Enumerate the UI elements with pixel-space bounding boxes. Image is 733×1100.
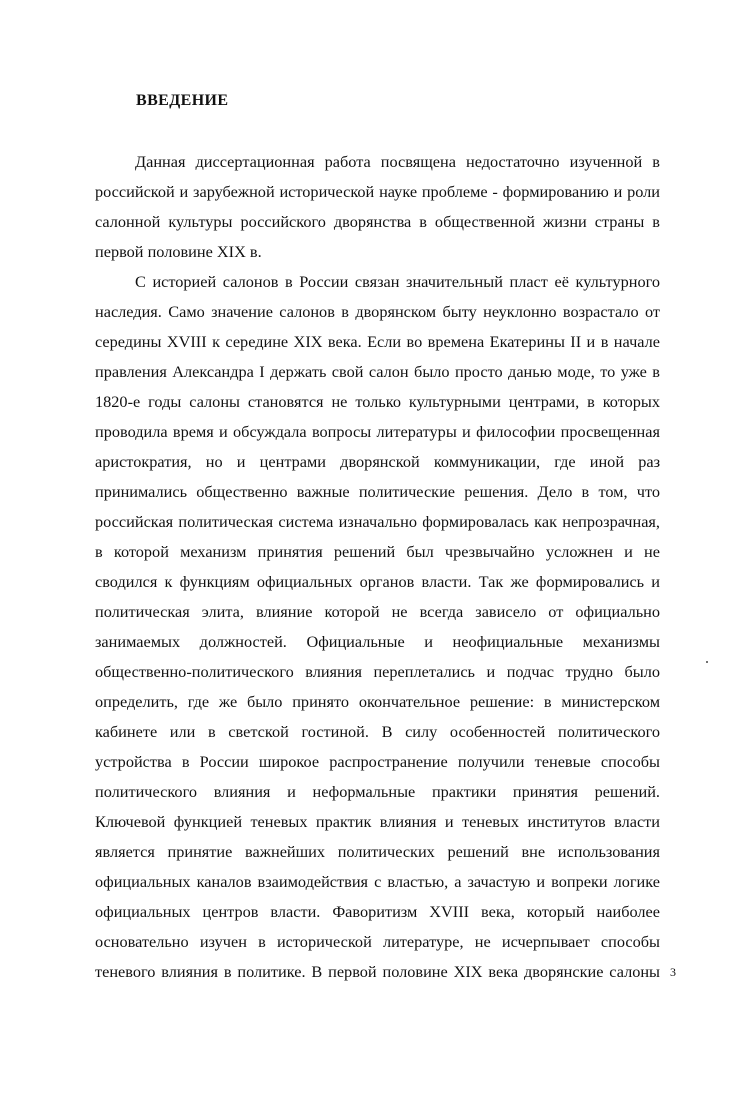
- page-number: 3: [670, 965, 676, 979]
- text-line: наследия. Само значение салонов в дворянском быту неуклонно возрастало от: [95, 302, 660, 321]
- text-line: Данная диссертационная работа посвящена недостаточно изученной в: [135, 152, 660, 171]
- text-line: С историей салонов в России связан значительный пласт её культурного: [135, 272, 660, 291]
- text-line: основательно изучен в исторической литературе, не исчерпывает способы: [95, 932, 660, 951]
- text-line: общественно-политического влияния переплетались и подчас трудно было: [95, 662, 660, 681]
- text-line: аристократия, но и центрами дворянской коммуникации, где иной раз: [95, 452, 660, 471]
- text-line: 1820-е годы салоны становятся не только культурными центрами, в которых: [95, 392, 660, 411]
- scan-speck: [706, 661, 708, 663]
- text-line: середины XVIII к середине XIX века. Если во времена Екатерины II и в начале: [95, 332, 660, 351]
- text-line: российская политическая система изначально формировалась как непрозрачная,: [95, 512, 660, 531]
- text-line: является принятие важнейших политических решений вне использования: [95, 842, 660, 861]
- text-line: теневого влияния в политике. В первой половине XIX века дворянские салоны: [95, 962, 660, 981]
- text-line: Ключевой функцией теневых практик влияния и теневых институтов власти: [95, 812, 660, 831]
- text-line: правления Александра I держать свой салон было просто данью моде, то уже в: [95, 362, 660, 381]
- text-line: первой половине XIX в.: [95, 242, 262, 261]
- text-line: занимаемых должностей. Официальные и неофициальные механизмы: [95, 632, 660, 651]
- text-line: принимались общественно важные политические решения. Дело в том, что: [95, 482, 660, 501]
- text-line: определить, где же было принято окончательное решение: в министерском: [95, 692, 660, 711]
- text-line: салонной культуры российского дворянства в общественной жизни страны в: [95, 212, 660, 231]
- text-line: официальных центров власти. Фаворитизм XVIII века, который наиболее: [95, 902, 660, 921]
- text-line: официальных каналов взаимодействия с властью, а зачастую и вопреки логике: [95, 872, 660, 891]
- text-line: проводила время и обсуждала вопросы литературы и философии просвещенная: [95, 422, 660, 441]
- page-title: ВВЕДЕНИЕ: [136, 92, 229, 109]
- text-line: в которой механизм принятия решений был чрезвычайно усложнен и не: [95, 542, 660, 561]
- text-line: российской и зарубежной исторической науке проблеме - формированию и роли: [95, 182, 660, 201]
- text-line: кабинете или в светской гостиной. В силу особенностей политического: [95, 722, 660, 741]
- text-line: политическая элита, влияние которой не всегда зависело от официально: [95, 602, 660, 621]
- text-line: устройства в России широкое распространение получили теневые способы: [95, 752, 660, 771]
- text-line: политического влияния и неформальные практики принятия решений.: [95, 782, 660, 801]
- text-line: сводился к функциям официальных органов власти. Так же формировались и: [95, 572, 660, 591]
